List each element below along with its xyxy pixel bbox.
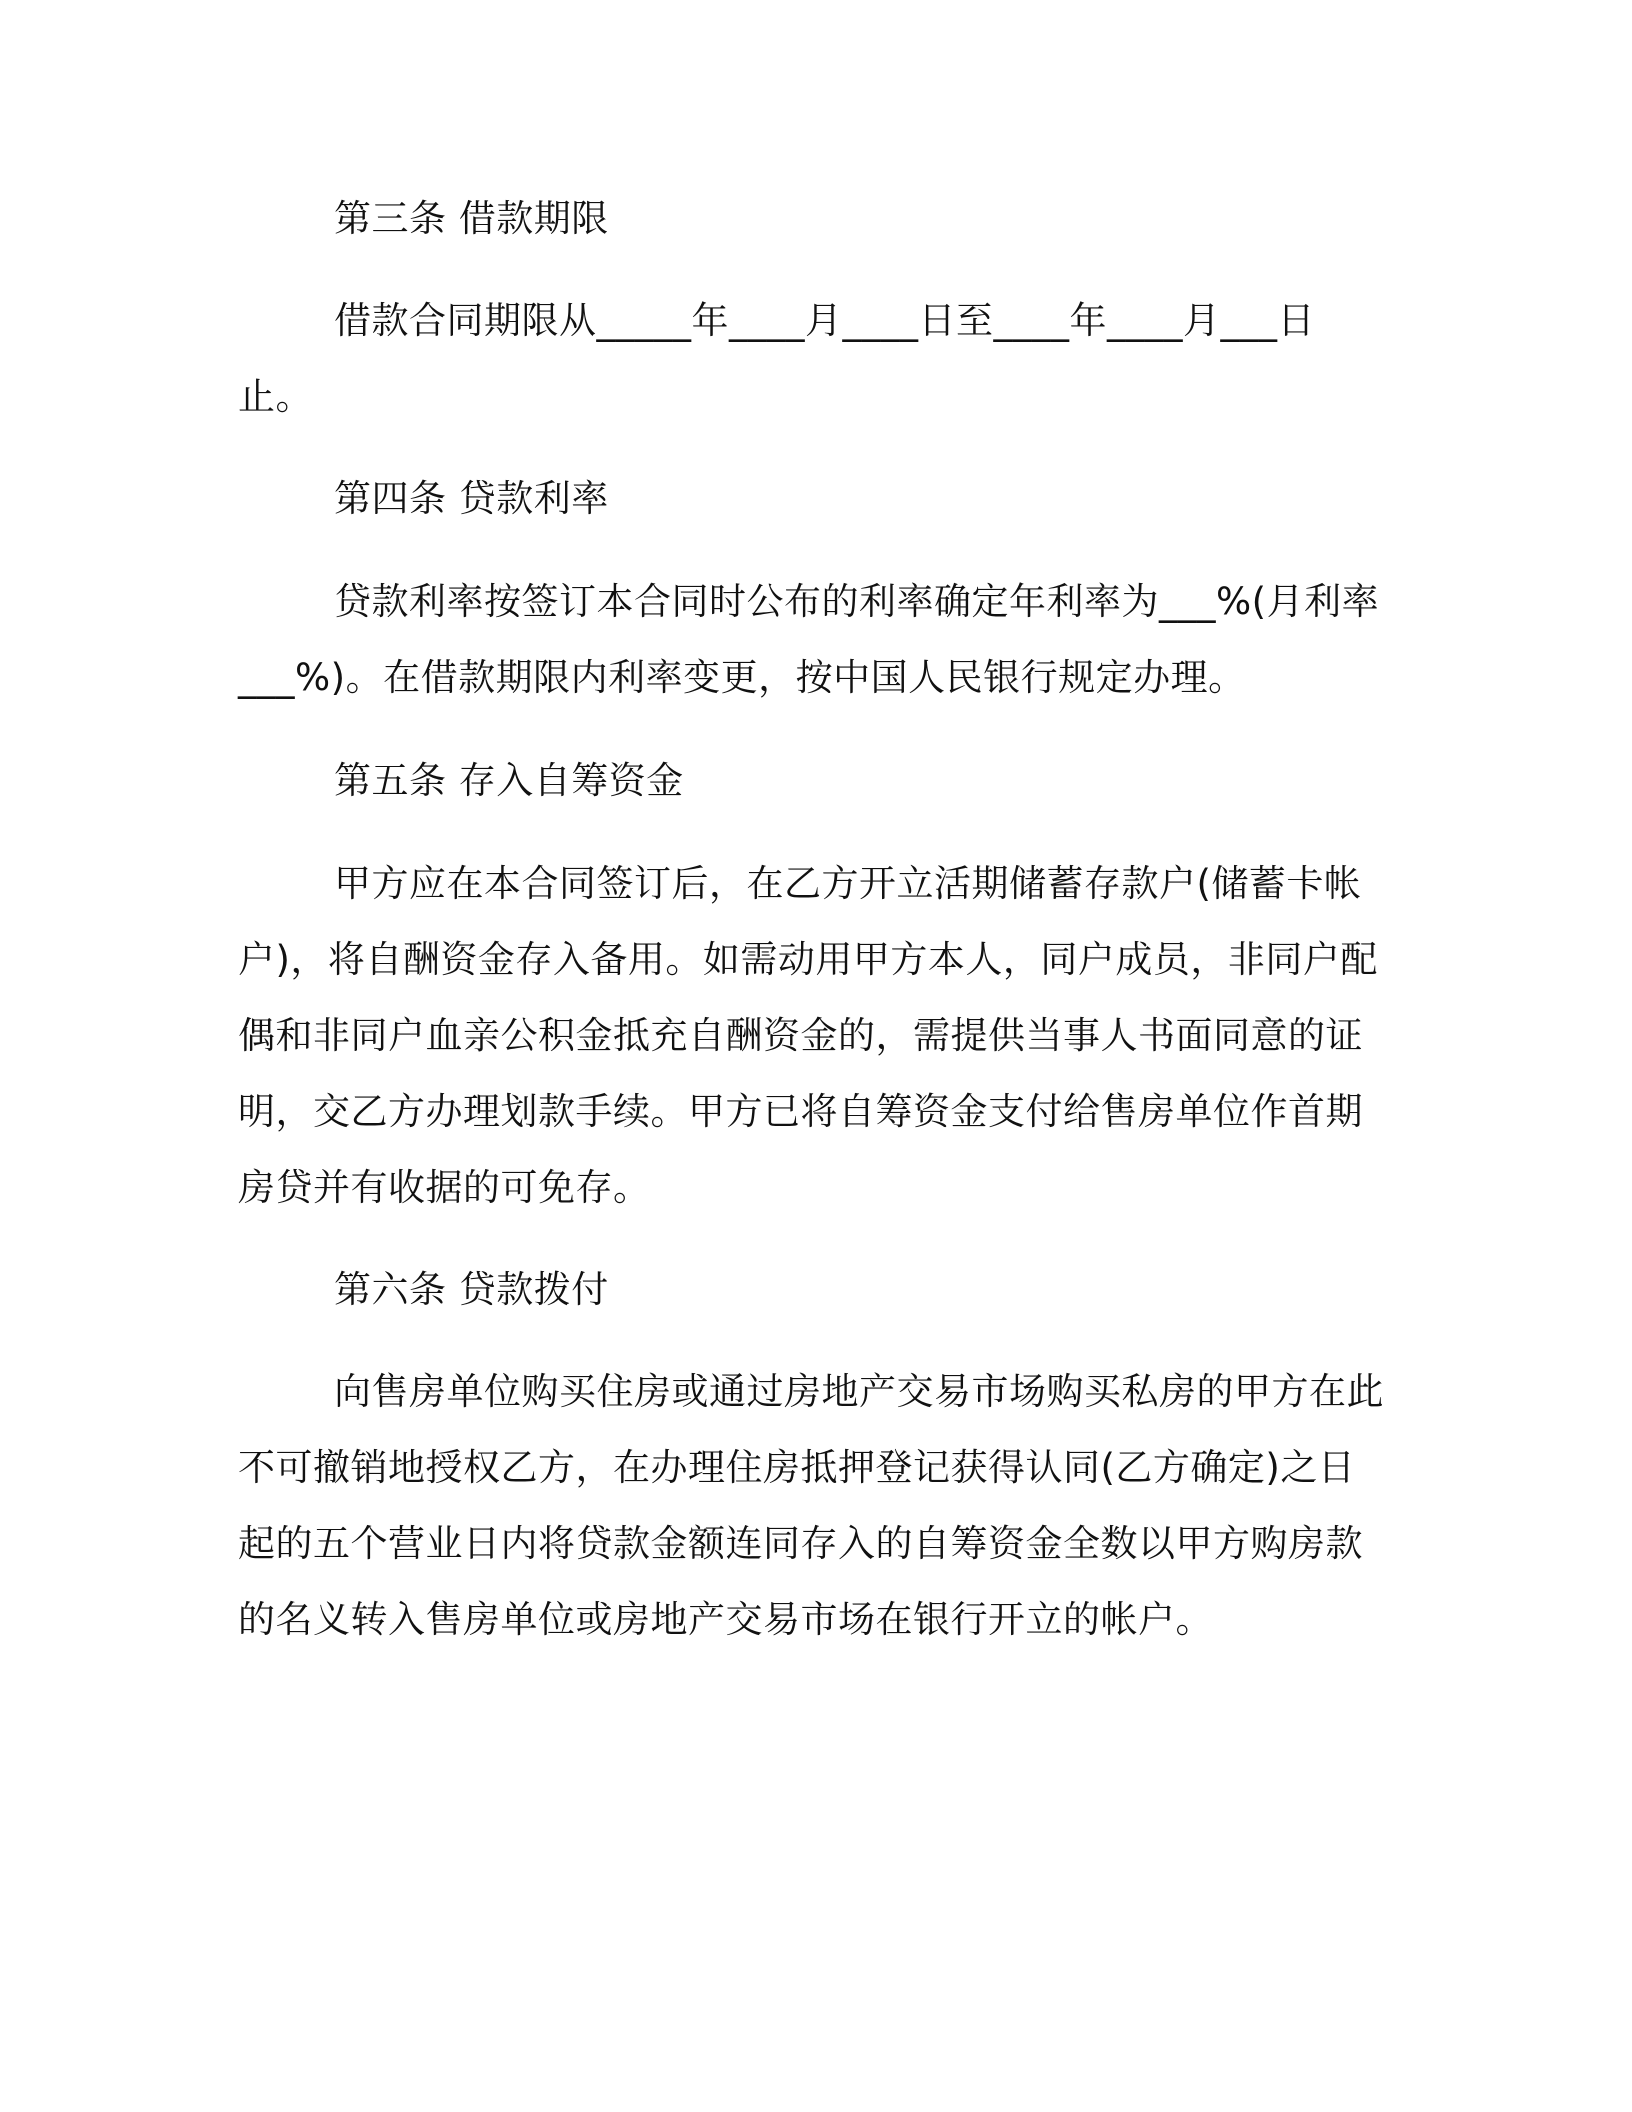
section-6-heading: 第六条 贷款拨付: [334, 1268, 609, 1311]
section-5-body: 甲方应在本合同签订后，在乙方开立活期储蓄存款户(储蓄卡帐户)，将自酬资金存入备用。如需动用甲方本人，同户成员，非同户配偶和非同户血亲公积金抵充自酬资金的，需提供当事人书面同意的证明，交乙方办理划款手续。甲方已将自筹资金支付给售房单位作首期房贷并有收据的可免存。: [238, 862, 1378, 1209]
section-4-body: 贷款利率按签订本合同时公布的利率确定年利率为___%(月利率___%)。在借款期限内利率变更，按中国人民银行规定办理。: [238, 580, 1380, 699]
section-3-body: 借款合同期限从_____年____月____日至____年____月___日止。: [238, 299, 1315, 418]
section-4-heading: 第四条 贷款利率: [334, 477, 609, 520]
section-5-heading: 第五条 存入自筹资金: [334, 759, 684, 802]
section-6-body: 向售房单位购买住房或通过房地产交易市场购买私房的甲方在此不可撤销地授权乙方，在办理住房抵押登记获得认同(乙方确定)之日起的五个营业日内将贷款金额连同存入的自筹资金全数以甲方购房款的名义转入售房单位或房地产交易市场在银行开立的帐户。: [238, 1370, 1384, 1641]
section-3-heading: 第三条 借款期限: [334, 197, 609, 240]
